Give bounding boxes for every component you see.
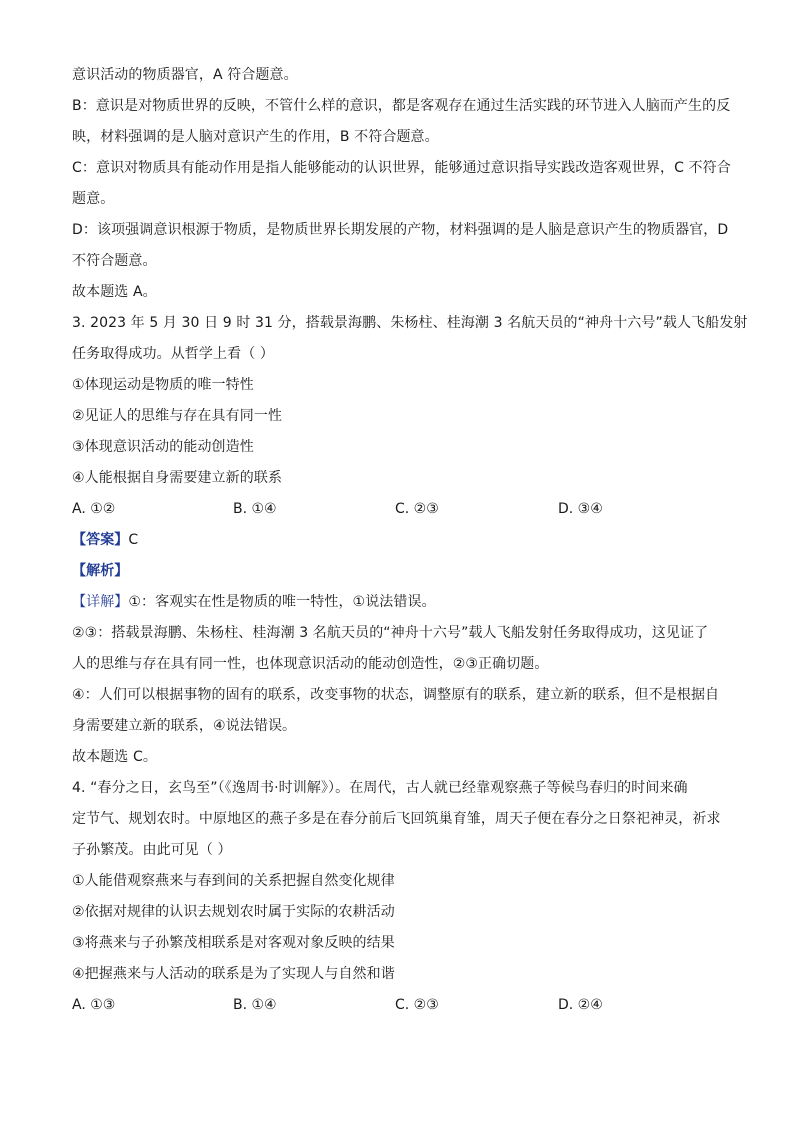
q4-stem-cont: 子孙繁茂。由此可见（ ）: [72, 842, 232, 858]
q3-answer: [72, 527, 724, 558]
q4-option-c: C. ②③: [395, 997, 439, 1013]
q3-option-b: B. ①④: [233, 501, 277, 517]
q3-item-1: ①体现运动是物质的唯一特性: [72, 377, 254, 393]
q2-option-c-analysis: C：意识对物质具有能动作用是指人能够能动的认识世界，能够通过意识指导实践改造客观世界，C 不符合: [72, 160, 731, 176]
q2-tail-line: 意识活动的物质器官，A 符合题意。: [72, 67, 298, 83]
q2-option-c-analysis-cont: 题意。: [72, 191, 115, 207]
q3-analysis-heading: [72, 558, 724, 589]
q2-option-d-analysis-cont: 不符合题意。: [72, 253, 157, 269]
q3-detail-line: 人的思维与存在具有同一性，也体现意识活动的能动创造性，②③正确切题。: [72, 656, 549, 672]
q3-detail: [72, 589, 724, 620]
q3-detail-line: ④：人们可以根据事物的固有的联系，改变事物的状态，调整原有的联系，建立新的联系，但不是根据自: [72, 687, 720, 703]
q3-options: [72, 496, 724, 527]
q4-stem: 4. “春分之日，玄鸟至”（《逸周书·时训解》）。在周代，古人就已经靠观察燕子等候鸟春归的时间来确: [72, 780, 688, 796]
q4-stem-cont: 定节气、规划农时。中原地区的燕子多是在春分前后飞回筑巢育雏，周天子便在春分之日祭祀神灵，祈求: [72, 811, 721, 827]
q3-conclusion: 故本题选 C。: [72, 749, 157, 765]
q3-detail-text: ①：客观实在性是物质的唯一特性，①说法错误。: [128, 594, 436, 610]
detail-tag: 【详解】: [72, 594, 129, 610]
q3-detail-line: ②③：搭载景海鹏、朱杨柱、桂海潮 3 名航天员的“神舟十六号”载人飞船发射任务取得成功，这见证了: [72, 625, 709, 641]
q4-option-d: D. ②④: [558, 997, 603, 1013]
answer-tag: 【答案】: [72, 532, 129, 548]
q3-item-2: ②见证人的思维与存在具有同一性: [72, 408, 283, 424]
q4-options: [72, 992, 724, 1023]
q2-option-d-analysis: D：该项强调意识根源于物质，是物质世界长期发展的产物，材料强调的是人脑是意识产生的物质器官，D: [72, 222, 729, 238]
q3-option-a: A. ①②: [72, 501, 116, 517]
q2-option-b-analysis-cont: 映，材料强调的是人脑对意识产生的作用，B 不符合题意。: [72, 129, 439, 145]
q3-detail-line: 身需要建立新的联系，④说法错误。: [72, 718, 297, 734]
analysis-tag: 【解析】: [72, 563, 129, 579]
q2-option-b-analysis: B：意识是对物质世界的反映，不管什么样的意识，都是客观存在通过生活实践的环节进入人脑而产生的反: [72, 98, 731, 114]
q3-option-c: C. ②③: [395, 501, 439, 517]
q3-item-4: ④人能根据自身需要建立新的联系: [72, 470, 283, 486]
q3-item-3: ③体现意识活动的能动创造性: [72, 439, 254, 455]
q3-stem-cont: 任务取得成功。从哲学上看（ ）: [72, 346, 274, 362]
answer-value: C: [128, 532, 139, 548]
q4-item-4: ④把握燕来与人活动的联系是为了实现人与自然和谐: [72, 966, 395, 982]
q4-item-1: ①人能借观察燕来与春到间的关系把握自然变化规律: [72, 873, 395, 889]
q2-conclusion: 故本题选 A。: [72, 284, 157, 300]
document-page: [72, 62, 748, 1023]
q4-option-a: A. ①③: [72, 997, 116, 1013]
q4-item-2: ②依据对规律的认识去规划农时属于实际的农耕活动: [72, 904, 395, 920]
q3-option-d: D. ③④: [558, 501, 603, 517]
q3-stem: 3. 2023 年 5 月 30 日 9 时 31 分，搭载景海鹏、朱杨柱、桂海潮 3 名航天员的“神舟十六号”载人飞船发射: [72, 315, 748, 331]
q4-option-b: B. ①④: [233, 997, 277, 1013]
q4-item-3: ③将燕来与子孙繁茂相联系是对客观对象反映的结果: [72, 935, 395, 951]
